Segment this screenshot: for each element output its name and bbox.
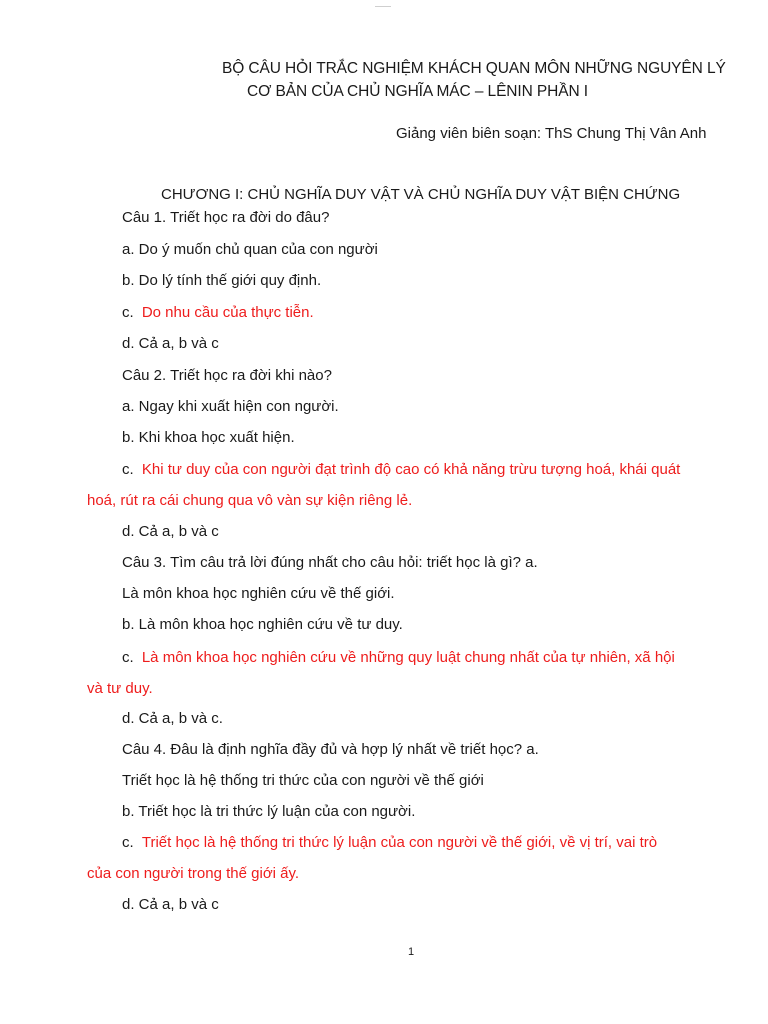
q4-correct-answer-line-2: của con người trong thế giới ấy.	[87, 865, 300, 882]
q1-option-d: d. Cả a, b và c	[122, 335, 219, 352]
q4-correct-answer-line-1: Triết học là hệ thống tri thức lý luận của con người về thế giới, về vị trí, vai trò	[141, 834, 658, 851]
top-edge-mark	[375, 6, 391, 7]
q2-correct-answer-line-1: Khi tư duy của con người đạt trình độ cao có khả năng trừu tượng hoá, khái quát	[141, 461, 681, 478]
q2-option-c-prefix: c.	[122, 461, 134, 478]
q1-option-a: a. Do ý muốn chủ quan của con người	[122, 241, 378, 258]
q3-option-d: d. Cả a, b và c.	[122, 710, 223, 727]
question-3: Câu 3. Tìm câu trả lời đúng nhất cho câu hỏi: triết học là gì? a.	[122, 554, 538, 571]
question-2: Câu 2. Triết học ra đời khi nào?	[122, 367, 332, 384]
question-1: Câu 1. Triết học ra đời do đâu?	[122, 209, 330, 226]
q1-correct-answer: Do nhu cầu của thực tiễn.	[141, 304, 314, 321]
q4-option-c-prefix: c.	[122, 834, 134, 851]
q4-option-a: Triết học là hệ thống tri thức của con người về thế giới	[122, 772, 484, 789]
document-title-line-1: BỘ CÂU HỎI TRẮC NGHIỆM KHÁCH QUAN MÔN NHỮNG NGUYÊN LÝ	[222, 60, 726, 77]
q3-option-b: b. Là môn khoa học nghiên cứu về tư duy.	[122, 616, 403, 633]
q2-option-d: d. Cả a, b và c	[122, 523, 219, 540]
q2-correct-answer-line-2: hoá, rút ra cái chung qua vô vàn sự kiện riêng lẻ.	[87, 492, 413, 509]
q4-option-d: d. Cả a, b và c	[122, 896, 219, 913]
q3-correct-answer-line-1: Là môn khoa học nghiên cứu về những quy luật chung nhất của tự nhiên, xã hội	[141, 649, 675, 666]
q3-option-c-prefix: c.	[122, 649, 134, 666]
q3-correct-answer-line-2: và tư duy.	[87, 680, 153, 697]
q2-option-a: a. Ngay khi xuất hiện con người.	[122, 398, 339, 415]
document-title-line-2: CƠ BẢN CỦA CHỦ NGHĨA MÁC – LÊNIN PHẦN I	[247, 83, 588, 100]
chapter-heading: CHƯƠNG I: CHỦ NGHĨA DUY VẬT VÀ CHỦ NGHĨA DUY VẬT BIỆN CHỨNG	[161, 186, 681, 203]
q1-option-c-prefix: c.	[122, 304, 134, 321]
q4-option-b: b. Triết học là tri thức lý luận của con người.	[122, 803, 416, 820]
author-line: Giảng viên biên soạn: ThS Chung Thị Vân Anh	[396, 125, 707, 142]
page-number: 1	[408, 946, 415, 958]
q1-option-b: b. Do lý tính thế giới quy định.	[122, 272, 322, 289]
q3-option-a: Là môn khoa học nghiên cứu về thế giới.	[122, 585, 395, 602]
q2-option-b: b. Khi khoa học xuất hiện.	[122, 429, 295, 446]
q4-option-c	[122, 833, 657, 853]
q2-option-c	[122, 460, 680, 480]
question-4: Câu 4. Đâu là định nghĩa đầy đủ và hợp lý nhất về triết học? a.	[122, 741, 539, 758]
q1-option-c	[122, 303, 314, 323]
q3-option-c	[122, 648, 675, 668]
